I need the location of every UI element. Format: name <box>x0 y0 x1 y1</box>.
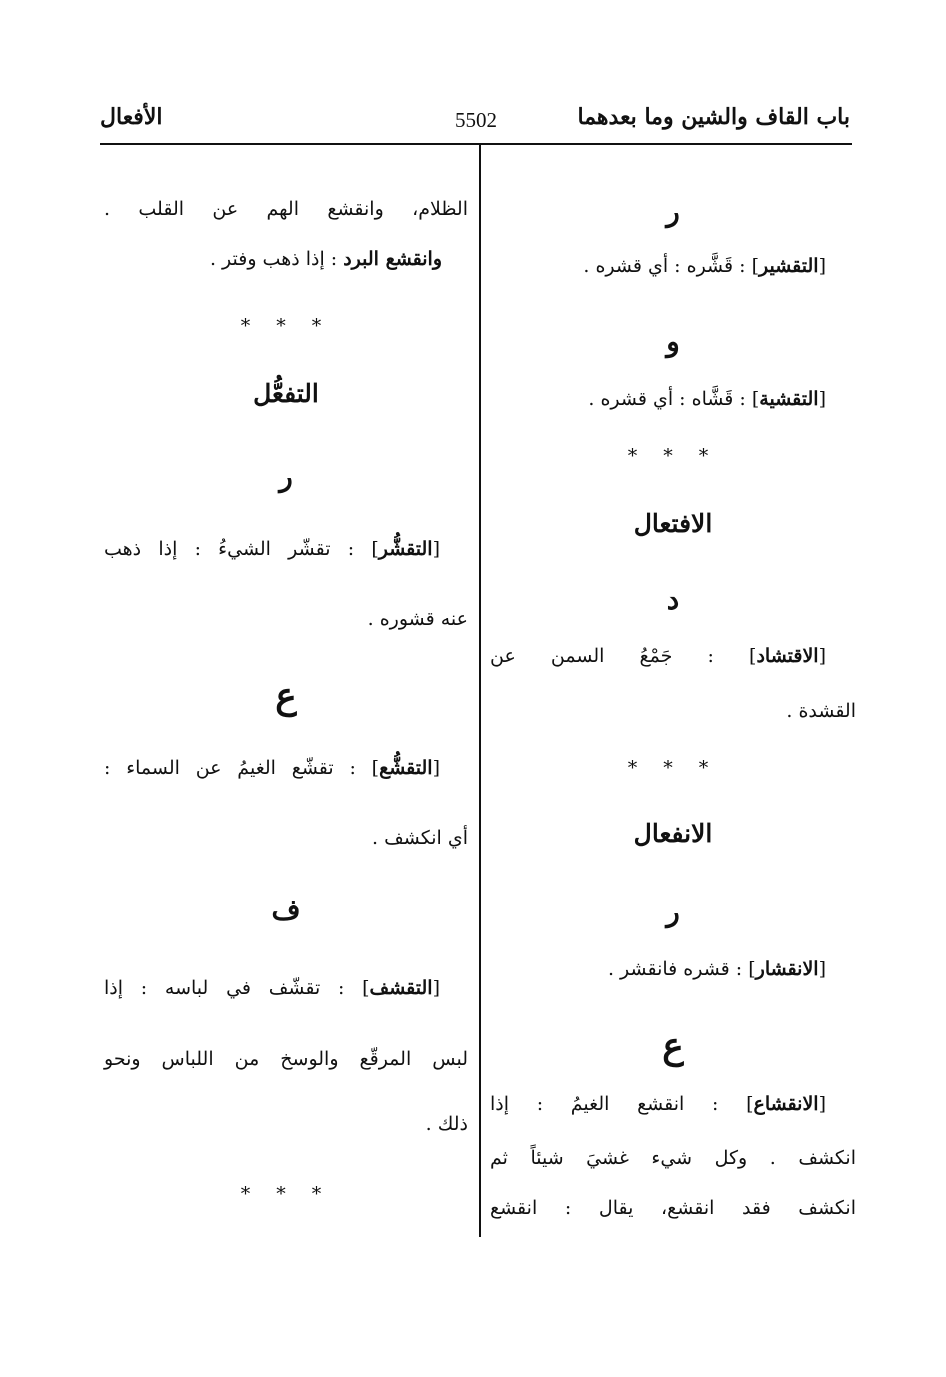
entry-iqtishad: [الاقتشاد] : جَمْعُ السمن عن <box>490 645 826 667</box>
definition: : جَمْعُ السمن عن <box>490 645 714 667</box>
entry-continuation: انكشف فقد انقشع، يقال : انقشع <box>490 1197 856 1219</box>
lemma: وانقشع البرد <box>343 248 442 270</box>
entry-continuation: ذلك . <box>425 1113 468 1135</box>
entry-taqashshuf: [التقشف] : تقشّف في لباسه : إذا <box>104 977 440 999</box>
section-separator: * * * <box>627 757 719 779</box>
definition: : انقشع الغيمُ : إذا <box>490 1093 719 1115</box>
definition: : إذا ذهب وفتر . <box>209 248 338 270</box>
entry-tashiya: [التقشية] : قَشَّاه : أي قشره . <box>588 388 826 410</box>
lemma: التقشُّع <box>379 757 433 779</box>
lemma: الانقشاع <box>753 1093 819 1115</box>
entry-continuation: انكشف . وكل شيء غشيَ شيئاً ثم <box>490 1147 856 1169</box>
entry-taqashshu: [التقشُّع] : تقشّع الغيمُ عن السماء : <box>104 757 441 779</box>
definition: : تقشّف في لباسه : إذا <box>104 977 345 999</box>
lemma: التقشية <box>759 388 819 410</box>
entry-tafshir: [التقشير] : قَشَّره : أي قشره . <box>583 255 826 277</box>
definition: : تقشّع الغيمُ عن السماء : <box>104 757 356 779</box>
letter-heading: ف <box>271 893 301 926</box>
entry-continuation: عنه قشوره . <box>367 608 468 630</box>
lemma: التقشف <box>369 977 433 999</box>
section-separator: * * * <box>627 445 719 467</box>
lemma: الاقتشاد <box>756 645 819 667</box>
section-heading: الانفعال <box>633 819 713 848</box>
entry-continuation: أي انكشف . <box>372 827 468 849</box>
definition: : تقشّر الشيءُ : إذا ذهب <box>104 538 355 560</box>
section-title: الأفعال <box>100 104 163 130</box>
definition: : قَشَّاه : أي قشره . <box>588 388 746 410</box>
entry-taqashshur: [التقشُّر] : تقشّر الشيءُ : إذا ذهب <box>104 538 441 560</box>
chapter-title: باب القاف والشين وما بعدهما <box>577 104 850 130</box>
entry-continuation: القشدة . <box>786 700 856 722</box>
definition: : قَشَّره : أي قشره . <box>583 255 746 277</box>
column-divider <box>479 145 481 1237</box>
section-separator: * * * <box>240 315 332 337</box>
entry-inqisha: [الانقشاع] : انقشع الغيمُ : إذا <box>490 1093 826 1115</box>
lemma: الانقشار <box>755 958 819 980</box>
entry-continuation: الظلام، وانقشع الهم عن القلب . <box>104 198 468 220</box>
letter-heading: ر <box>666 895 680 928</box>
definition: : قشره فانقشر . <box>607 958 743 980</box>
letter-heading: و <box>666 325 680 358</box>
section-heading: الافتعال <box>633 509 713 538</box>
lemma: التقشُّر <box>378 538 433 560</box>
letter-heading: ع <box>275 675 297 717</box>
header-rule <box>100 143 852 145</box>
entry-inqasha-bard <box>104 248 468 270</box>
page-number: 5502 <box>455 108 497 132</box>
entry-inqishar: [الانقشار] : قشره فانقشر . <box>607 958 826 980</box>
letter-heading: ع <box>662 1025 684 1067</box>
section-separator: * * * <box>240 1183 332 1205</box>
letter-heading: ر <box>666 195 680 228</box>
page-header <box>100 104 850 144</box>
lemma: التقشير <box>758 255 819 277</box>
letter-heading: ر <box>279 460 293 493</box>
section-heading: التفعُّل <box>253 379 319 408</box>
letter-heading: د <box>666 583 680 616</box>
entry-continuation: لبس المرقّع والوسخ من اللباس ونحو <box>104 1048 468 1070</box>
